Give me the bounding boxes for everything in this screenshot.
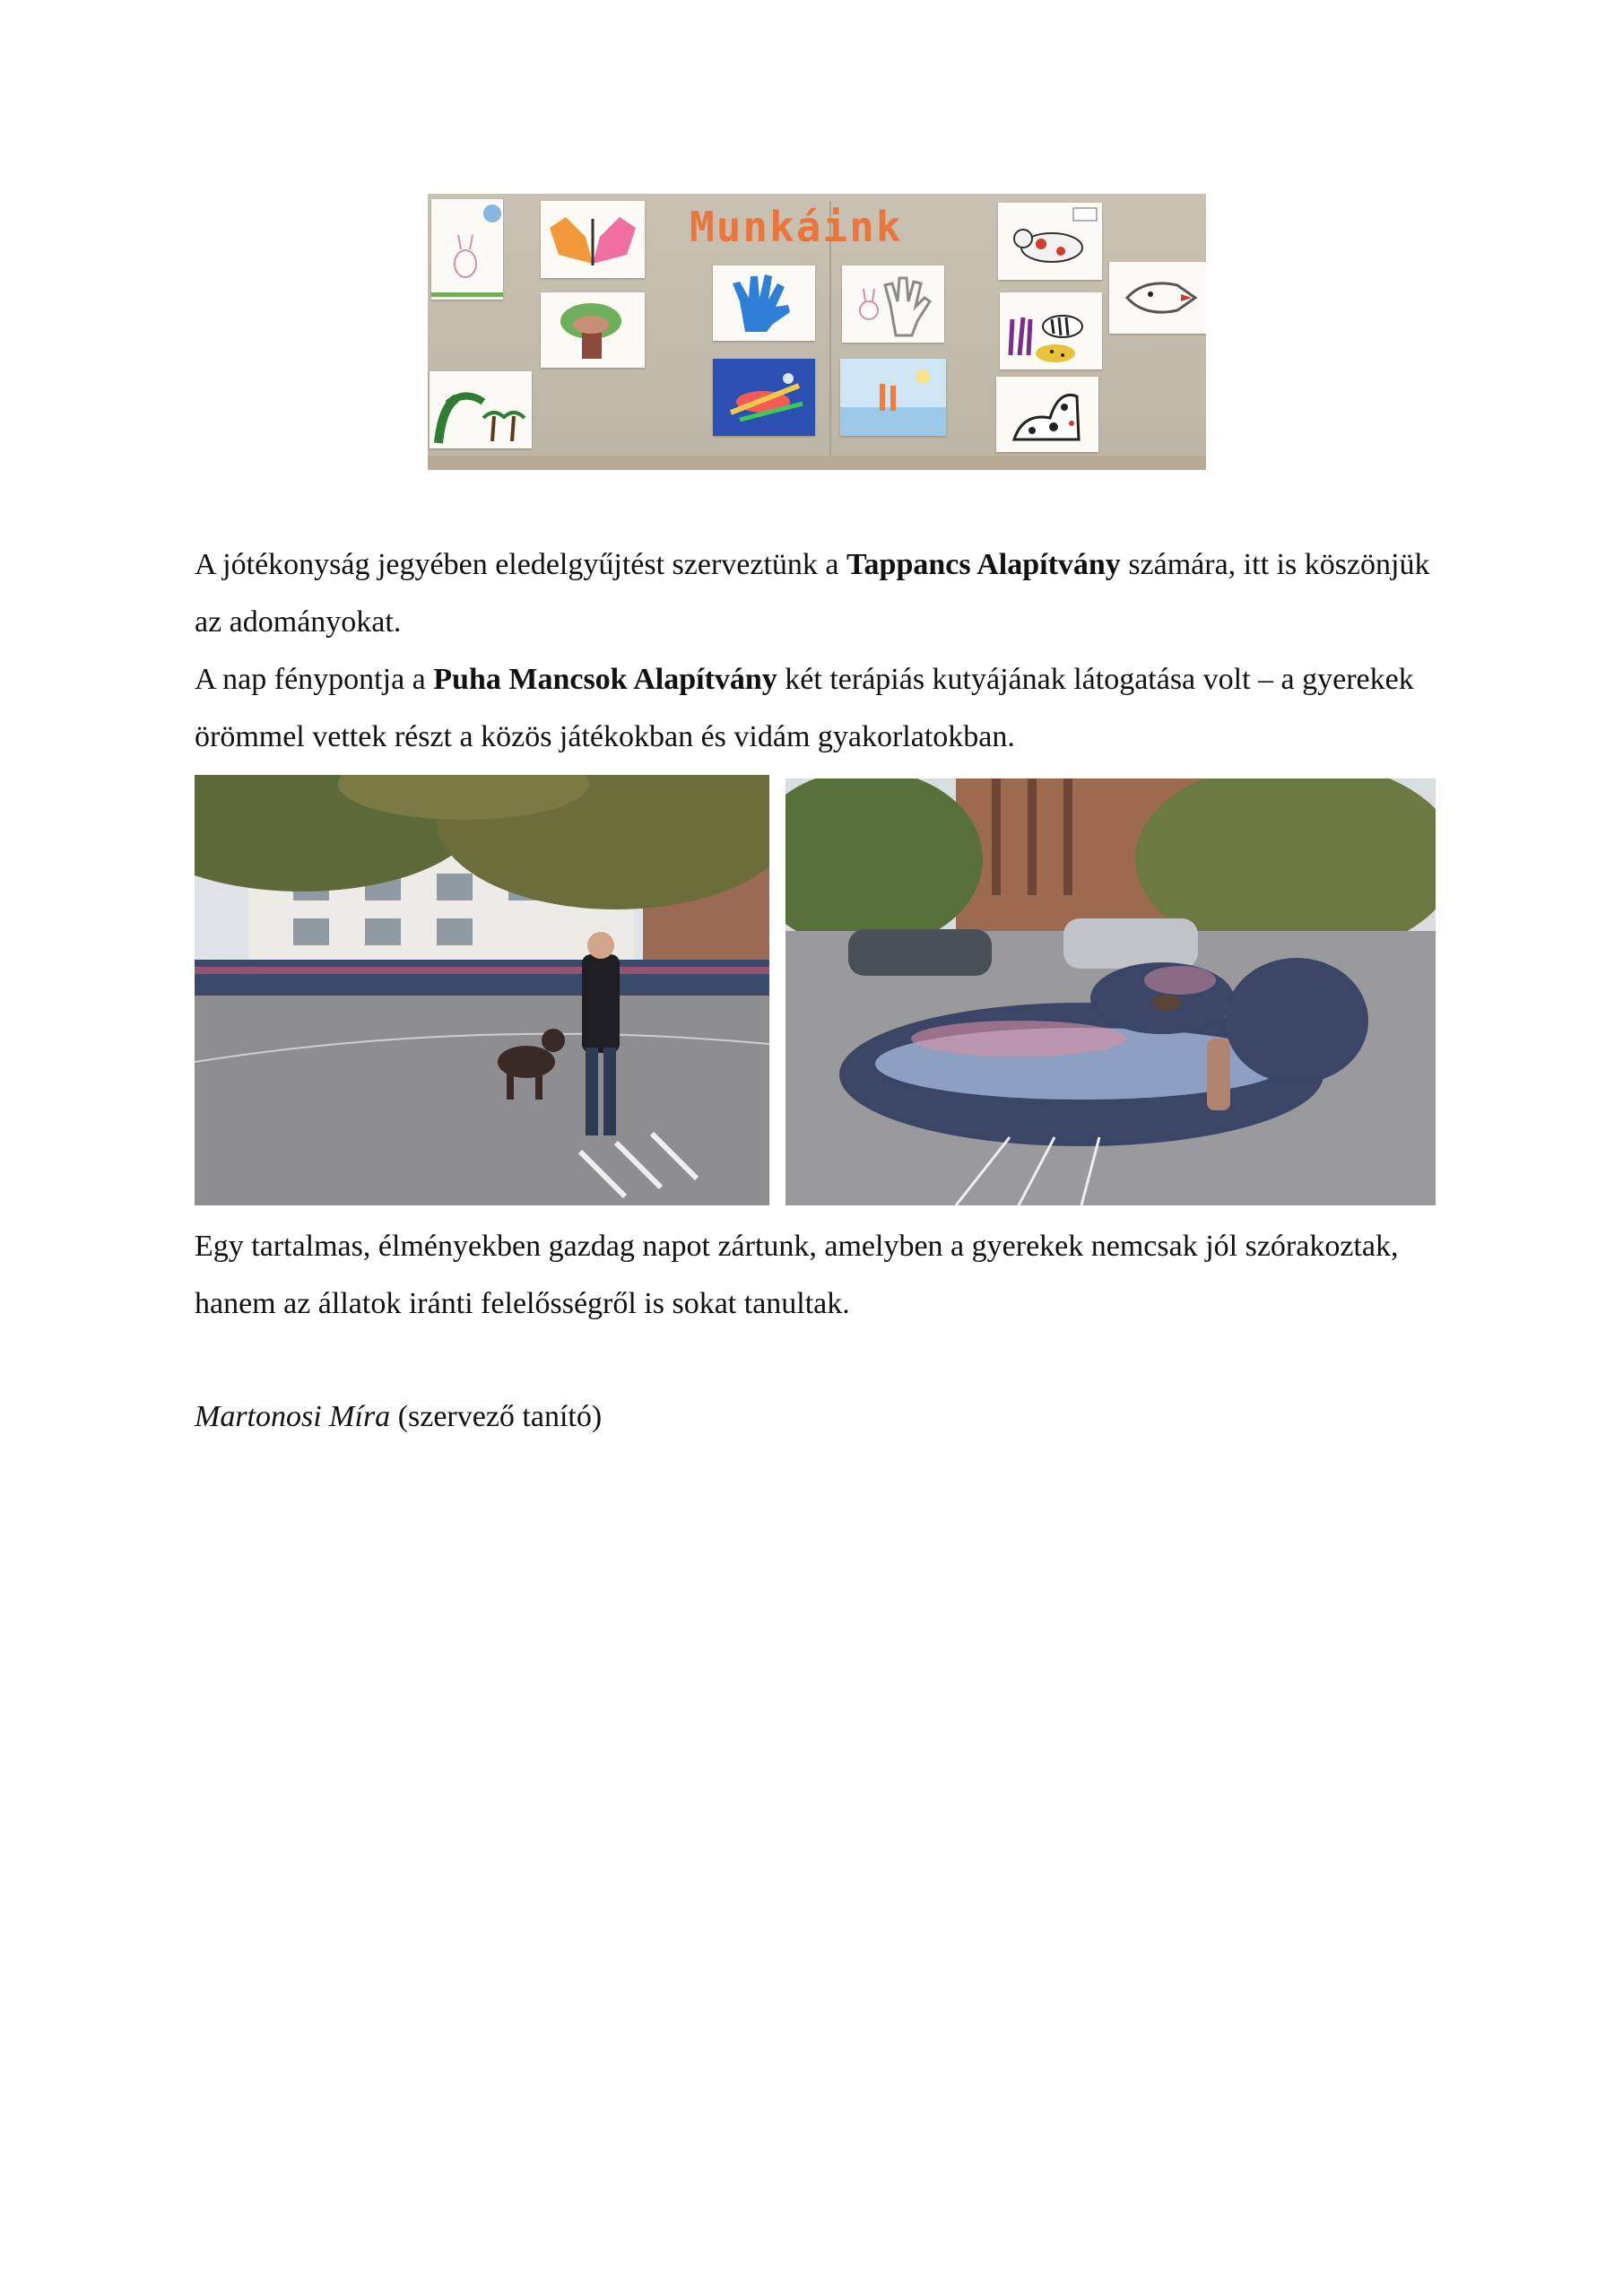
drawing-dog (998, 203, 1102, 280)
drawing-rabbit (431, 199, 503, 300)
paragraph-donation-text-start: A jótékonyság jegyében eledelgyűjtést szerveztünk a (195, 548, 846, 581)
signature-role: (szervező tanító) (397, 1400, 603, 1433)
paragraph-donation-text-end: számára, itt is köszönjük az adományokat. (195, 548, 1430, 639)
tappancs-foundation-name: Tappancs Alapítvány (846, 548, 1121, 581)
drawing-dalmatian (996, 377, 1098, 452)
drawing-dog-face (1109, 262, 1206, 334)
drawing-tree (541, 292, 645, 368)
signature-name: Martonosi Míra (195, 1400, 391, 1433)
board-bottom-edge (428, 456, 1206, 470)
puha-mancsok-foundation-name: Puha Mancsok Alapítvány (433, 663, 777, 696)
drawing-zebra-hand (1000, 292, 1102, 370)
paragraph-therapy-text-start: A nap fénypontja a (195, 663, 434, 696)
photo-children-circle (785, 778, 1436, 1205)
poster-photo (428, 194, 1206, 470)
poster-title: Munkáink (690, 203, 903, 251)
paragraph-therapy-dogs (195, 651, 1432, 766)
photo-poodle-circle (195, 775, 769, 1205)
drawing-colorful-fish (713, 359, 815, 436)
signature (195, 1388, 1432, 1446)
paragraph-donation (195, 536, 1432, 651)
drawing-rabbit-hand (842, 265, 944, 343)
drawing-sea (840, 359, 946, 436)
paragraph-summary: Egy tartalmas, élményekben gazdag napot zártunk, amelyben a gyerekek nemcsak jól szórakoztak, hanem az állatok iránti felelősségről is sokat tanultak. (195, 1230, 1399, 1320)
drawing-palm-trees (430, 371, 532, 448)
drawing-butterfly-hands (541, 201, 645, 278)
paragraph-therapy-text-end: két terápiás kutyájának látogatása volt – a gyerekek örömmel vettek részt a közös játékokban és vidám gyakorlatokban. (195, 663, 1414, 753)
drawing-blue-hand (713, 265, 815, 341)
